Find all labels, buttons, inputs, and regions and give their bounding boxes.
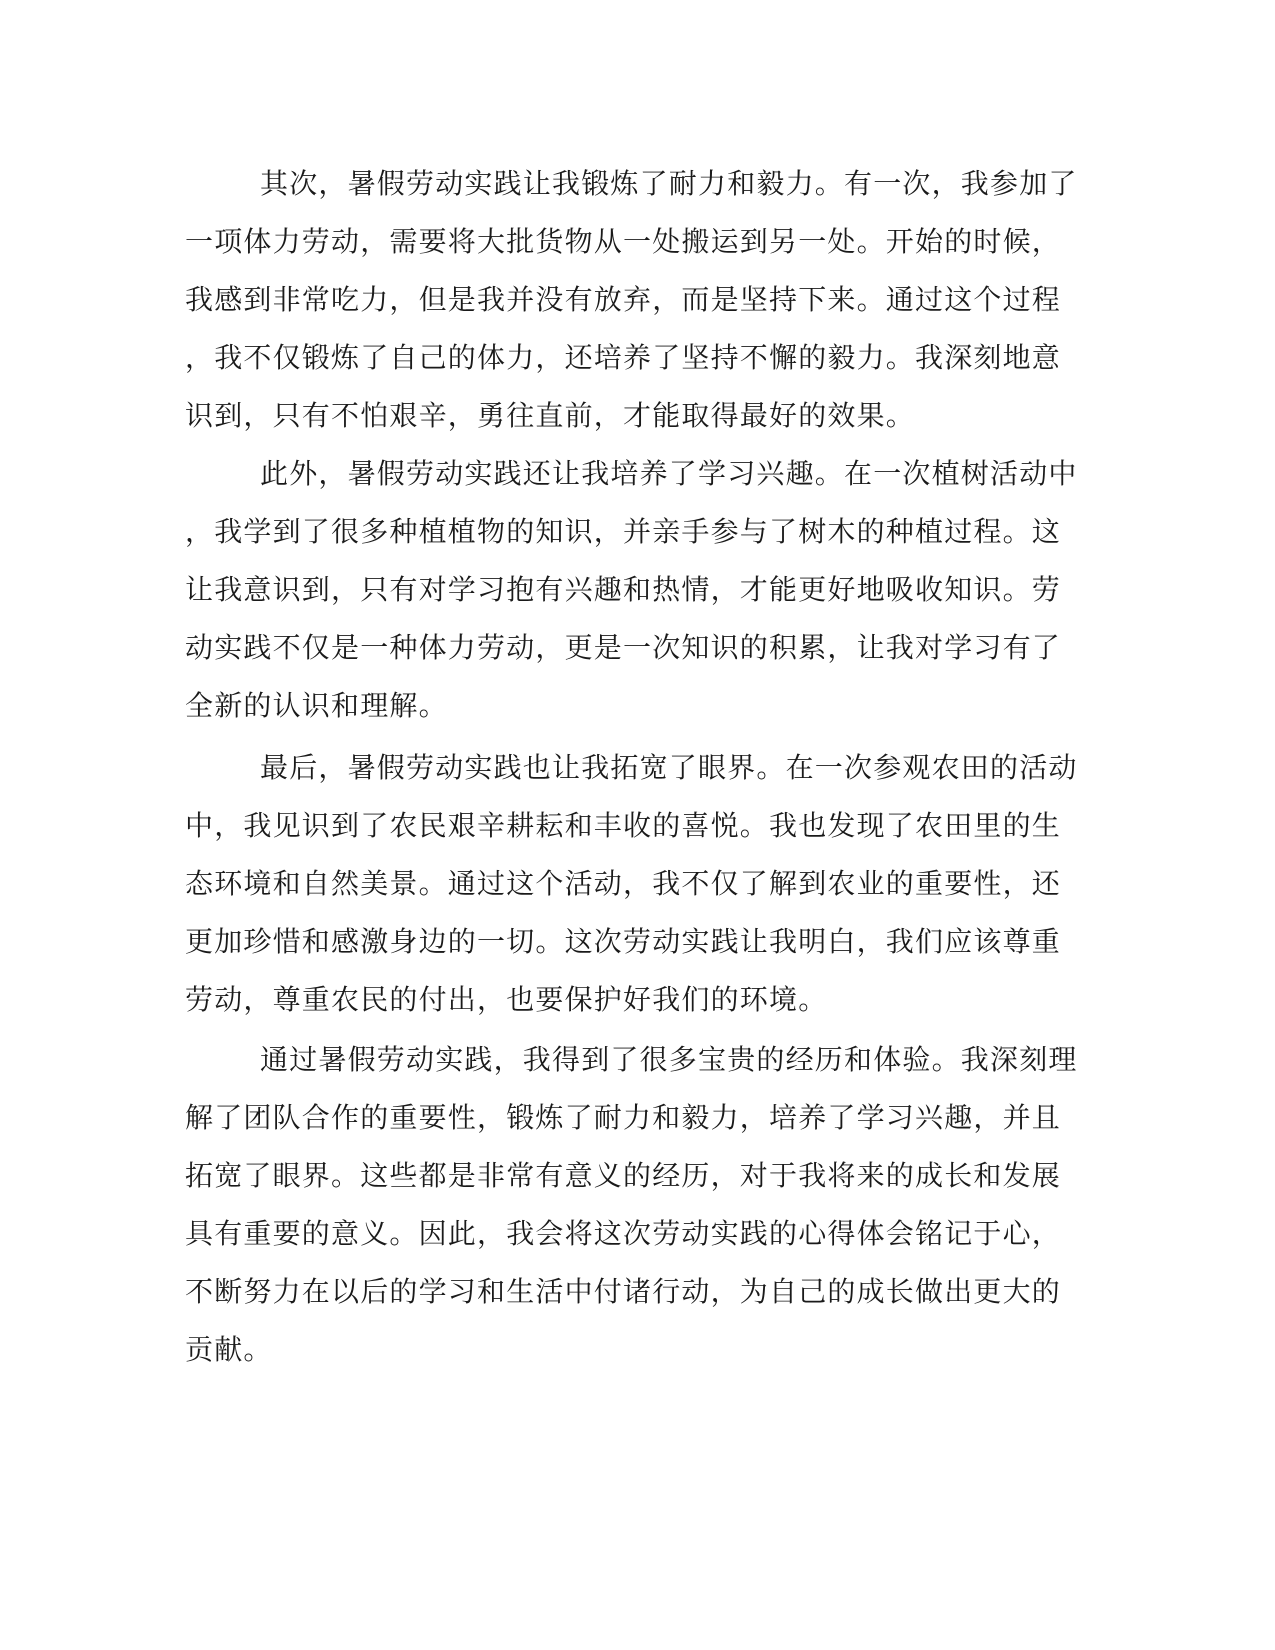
paragraph-4-line-3: 拓宽了眼界。这些都是非常有意义的经历，对于我将来的成长和发展 bbox=[185, 1159, 1062, 1192]
paragraph-3-line-5: 劳动，尊重农民的付出，也要保护好我们的环境。 bbox=[185, 983, 828, 1016]
paragraph-3-line-4: 更加珍惜和感激身边的一切。这次劳动实践让我明白，我们应该尊重 bbox=[185, 925, 1062, 958]
paragraph-3-line-1: 最后，暑假劳动实践也让我拓宽了眼界。在一次参观农田的活动 bbox=[260, 751, 1078, 784]
paragraph-3-line-3: 态环境和自然美景。通过这个活动，我不仅了解到农业的重要性，还 bbox=[185, 867, 1062, 900]
paragraph-2-line-3: 让我意识到，只有对学习抱有兴趣和热情，才能更好地吸收知识。劳 bbox=[185, 573, 1062, 606]
paragraph-1-line-5: 识到，只有不怕艰辛，勇往直前，才能取得最好的效果。 bbox=[185, 399, 916, 432]
paragraph-1-line-1: 其次，暑假劳动实践让我锻炼了耐力和毅力。有一次，我参加了 bbox=[260, 167, 1078, 200]
paragraph-4-line-5: 不断努力在以后的学习和生活中付诸行动，为自己的成长做出更大的 bbox=[185, 1275, 1062, 1308]
paragraph-2-line-4: 动实践不仅是一种体力劳动，更是一次知识的积累，让我对学习有了 bbox=[185, 631, 1062, 664]
paragraph-2-line-5: 全新的认识和理解。 bbox=[185, 689, 448, 722]
paragraph-1-line-3: 我感到非常吃力，但是我并没有放弃，而是坚持下来。通过这个过程 bbox=[185, 283, 1062, 316]
paragraph-4-line-1: 通过暑假劳动实践，我得到了很多宝贵的经历和体验。我深刻理 bbox=[260, 1043, 1078, 1076]
paragraph-4-line-6: 贡献。 bbox=[185, 1333, 273, 1366]
paragraph-3-line-2: 中，我见识到了农民艰辛耕耘和丰收的喜悦。我也发现了农田里的生 bbox=[185, 809, 1062, 842]
paragraph-2-line-2: ，我学到了很多种植植物的知识，并亲手参与了树木的种植过程。这 bbox=[185, 515, 1062, 548]
paragraph-4-line-2: 解了团队合作的重要性，锻炼了耐力和毅力，培养了学习兴趣，并且 bbox=[185, 1101, 1062, 1134]
paragraph-1-line-2: 一项体力劳动，需要将大批货物从一处搬运到另一处。开始的时候， bbox=[185, 225, 1062, 258]
paragraph-2-line-1: 此外，暑假劳动实践还让我培养了学习兴趣。在一次植树活动中 bbox=[260, 457, 1078, 490]
paragraph-1-line-4: ，我不仅锻炼了自己的体力，还培养了坚持不懈的毅力。我深刻地意 bbox=[185, 341, 1062, 374]
paragraph-4-line-4: 具有重要的意义。因此，我会将这次劳动实践的心得体会铭记于心， bbox=[185, 1217, 1062, 1250]
